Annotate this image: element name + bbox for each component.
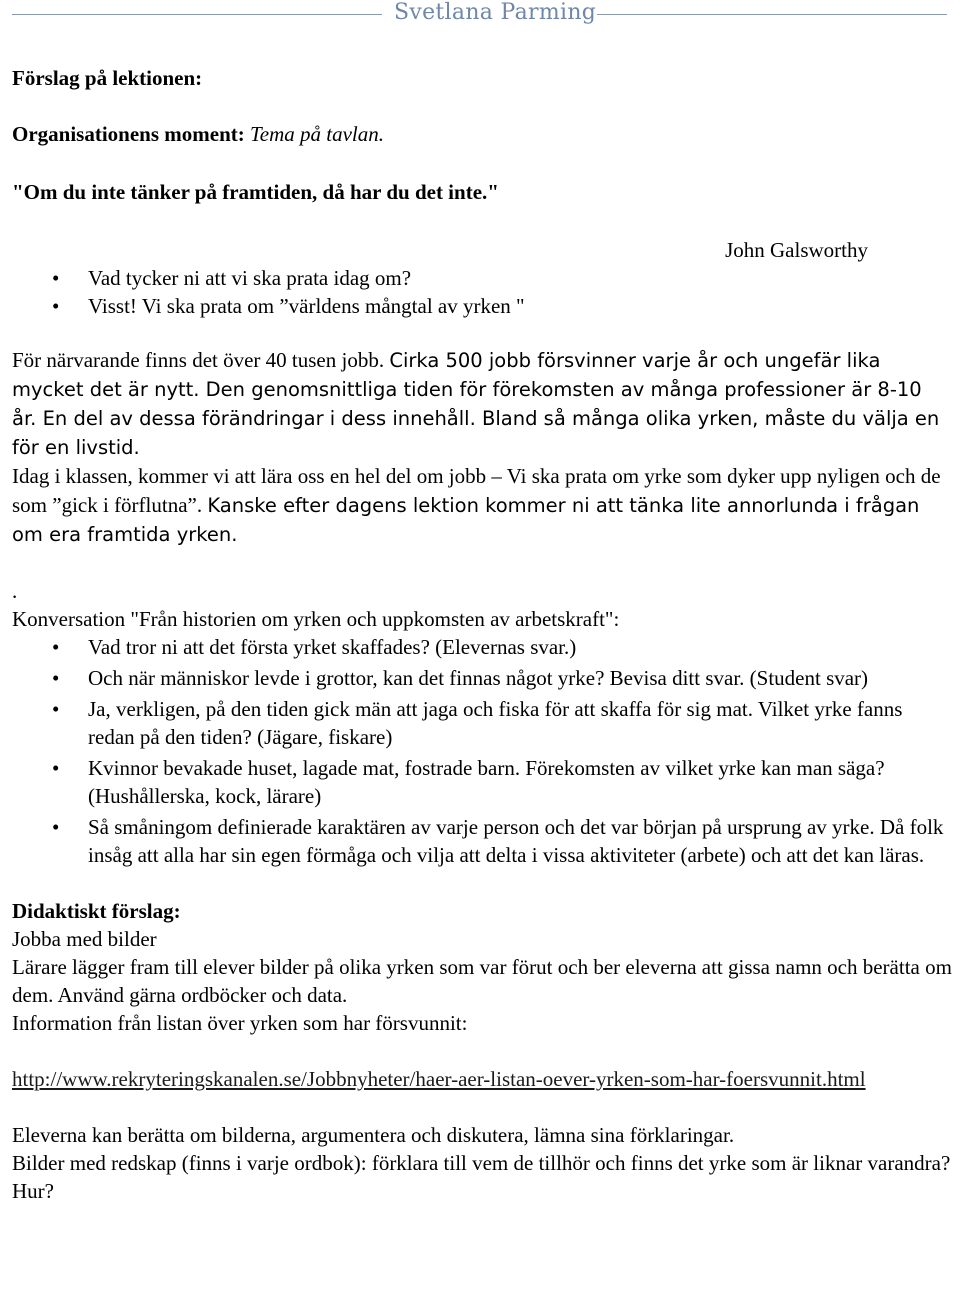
lesson-heading: Förslag på lektionen:: [12, 66, 203, 90]
paragraph-lesson: [12, 462, 952, 549]
link-line: [12, 1065, 952, 1093]
org-line: [12, 120, 952, 148]
list-item: • Kvinnor bevakade huset, lagade mat, fostrade barn. Förekomsten av vilket yrke kan man säga? (Hushållerska, kock, lärare): [52, 756, 885, 808]
header-author: Svetlana Parming: [394, 0, 597, 25]
paragraph-lesson-b: Kanske efter dagens lektion kommer ni att tänka lite annorlunda i frågan om era framtida yrken.: [12, 494, 920, 546]
header-rule-right: [597, 14, 947, 15]
didactic-line: Jobba med bilder: [12, 927, 157, 951]
bullet-icon: •: [52, 266, 60, 290]
list-item: • Visst! Vi ska prata om ”världens mångtal av yrken ": [52, 294, 525, 318]
list-item: • Och när människor levde i grottor, kan det finnas något yrke? Bevisa ditt svar. (Student svar): [52, 666, 869, 690]
conversation-list: [12, 633, 952, 869]
list-item: • Vad tror ni att det första yrket skaffades? (Elevernas svar.): [52, 635, 577, 659]
list-item: • Så småningom definierade karaktären av varje person och det var början på ursprung av yrke. Då folk insåg att alla har sin egen förmåga och vilja att delta i vissa aktiviteter (arbete) och att det kan läras.: [52, 815, 944, 867]
bullet-icon: •: [52, 666, 60, 690]
org-label: Organisationens moment:: [12, 122, 245, 146]
org-value: Tema på tavlan.: [250, 122, 384, 146]
header-rule-left: [12, 14, 382, 15]
paragraph-jobs-a: För närvarande finns det över 40 tusen jobb.: [12, 348, 390, 372]
intro-list: [12, 264, 952, 320]
bullet-icon: •: [52, 815, 60, 839]
conversation-title: Konversation "Från historien om yrken och uppkomsten av arbetskraft":: [12, 607, 620, 631]
bullet-icon: •: [52, 294, 60, 318]
closing-line: Bilder med redskap (finns i varje ordbok): förklara till vem de tillhör och finns det yrke som är liknar varandra? Hur?: [12, 1151, 951, 1203]
page-header: [0, 0, 960, 30]
list-item: • Ja, verkligen, på den tiden gick män att jaga och fiska för att skaffa för sig mat. Vilket yrke fanns redan på den tiden? (Jägare, fiskare): [52, 697, 903, 749]
paragraph-jobs: [12, 346, 952, 462]
paragraph-jobs-b: Cirka 500 jobb försvinner varje år och ungefär lika mycket det är nytt. Den genomsnittliga tiden för förekomsten av många professioner är 8-10 år. En del av dessa förändringar i dess innehåll. Bland så många olika yrken, måste du välja en för en livstid.: [12, 349, 940, 459]
didactic-heading: Didaktiskt förslag:: [12, 899, 181, 923]
bullet-icon: •: [52, 697, 60, 721]
bullet-icon: •: [52, 635, 60, 659]
closing-line: Eleverna kan berätta om bilderna, argumentera och diskutera, lämna sina förklaringar.: [12, 1123, 735, 1147]
document-body: [12, 64, 952, 1205]
quote-author: John Galsworthy: [725, 238, 868, 262]
didactic-line: Lärare lägger fram till elever bilder på olika yrken som var förut och ber eleverna att gissa namn och berätta om dem. Använd gärna ordböcker och data.: [12, 955, 952, 1007]
dot-line: .: [12, 579, 18, 603]
didactic-line: Information från listan över yrken som har försvunnit:: [12, 1011, 468, 1035]
source-link[interactable]: http://www.rekryteringskanalen.se/Jobbnyheter/haer-aer-listan-oever-yrken-som-har-foersvunnit.html: [12, 1067, 866, 1091]
quote: "Om du inte tänker på framtiden, då har du det inte.": [12, 180, 499, 204]
list-item: • Vad tycker ni att vi ska prata idag om?: [52, 266, 412, 290]
paragraph-lesson-a: Idag i klassen, kommer vi att lära oss en hel del om jobb – Vi ska prata om yrke som dyker upp nyligen och de som ”gick i förflutna”.: [12, 464, 941, 517]
bullet-icon: •: [52, 756, 60, 780]
